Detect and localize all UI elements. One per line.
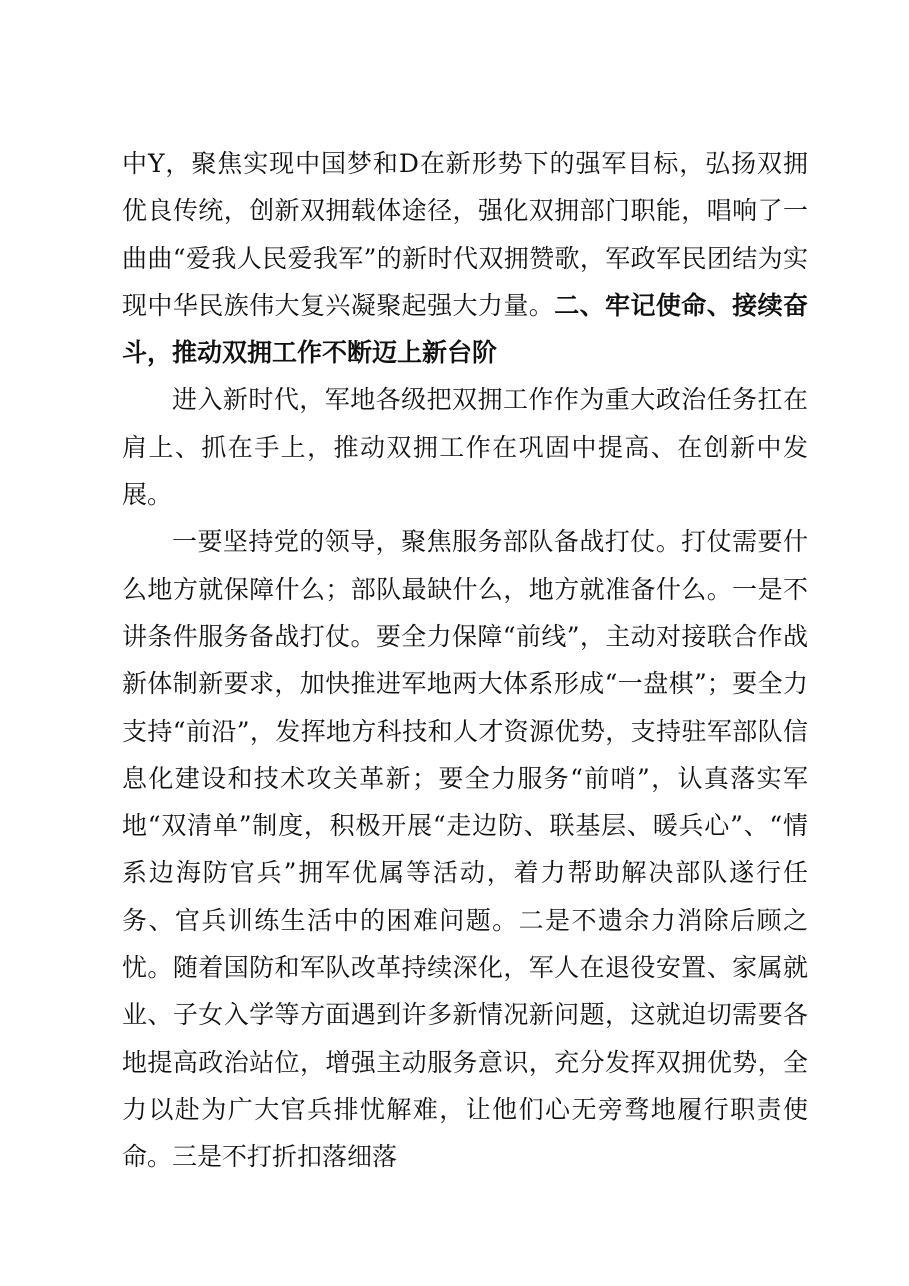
paragraph-point-one: 一要坚持党的领导，聚焦服务部队备战打仗。打仗需要什么地方就保障什么；部队最缺什么，地方就准备什么。一是不讲条件服务备战打仗。要全力保障“前线”，主动对接联合作战新体制新要求，加快推进军地两大体系形成“一盘棋”；要全力支持“前沿”，发挥地方科技和人才资源优势，支持驻军部队信息化建设和技术攻关革新；要全力服务“前哨”，认真落实军地“双清单”制度，积极开展“走边防、联基层、暖兵心”、“情系边海防官兵”拥军优属等活动，着力帮助解决部队遂行任务、官兵训练生活中的困难问题。二是不遗余力消除后顾之忧。随着国防和军队改革持续深化，军人在退役安置、家属就业、子女入学等方面遇到许多新情况新问题，这就迫切需要各地提高政治站位，增强主动服务意识，充分发挥双拥优势，全力以赴为广大官兵排忧解难，让他们心无旁骛地履行职责使命。三是不打折扣落细落 [122,527,808,1172]
document-body [122,140,808,1181]
section-heading-2: 二、牢记使命、接续奋斗，推动双拥工作不断迈上新台阶 [122,290,808,368]
paragraph-intro [122,140,808,376]
paragraph-new-era: 进入新时代，军地各级把双拥工作作为重大政治任务扛在肩上、抓在手上，推动双拥工作在巩固中提高、在创新中发展。 [122,385,808,510]
paragraph-intro-text: 中Y，聚焦实现中国梦和D在新形势下的强军目标，弘扬双拥优良传统，创新双拥载体途径，强化双拥部门职能，唱响了一曲曲“爱我人民爱我军”的新时代双拥赞歌，军政军民团结为实现中华民族伟大复兴凝聚起强大力量。 [122,149,808,320]
